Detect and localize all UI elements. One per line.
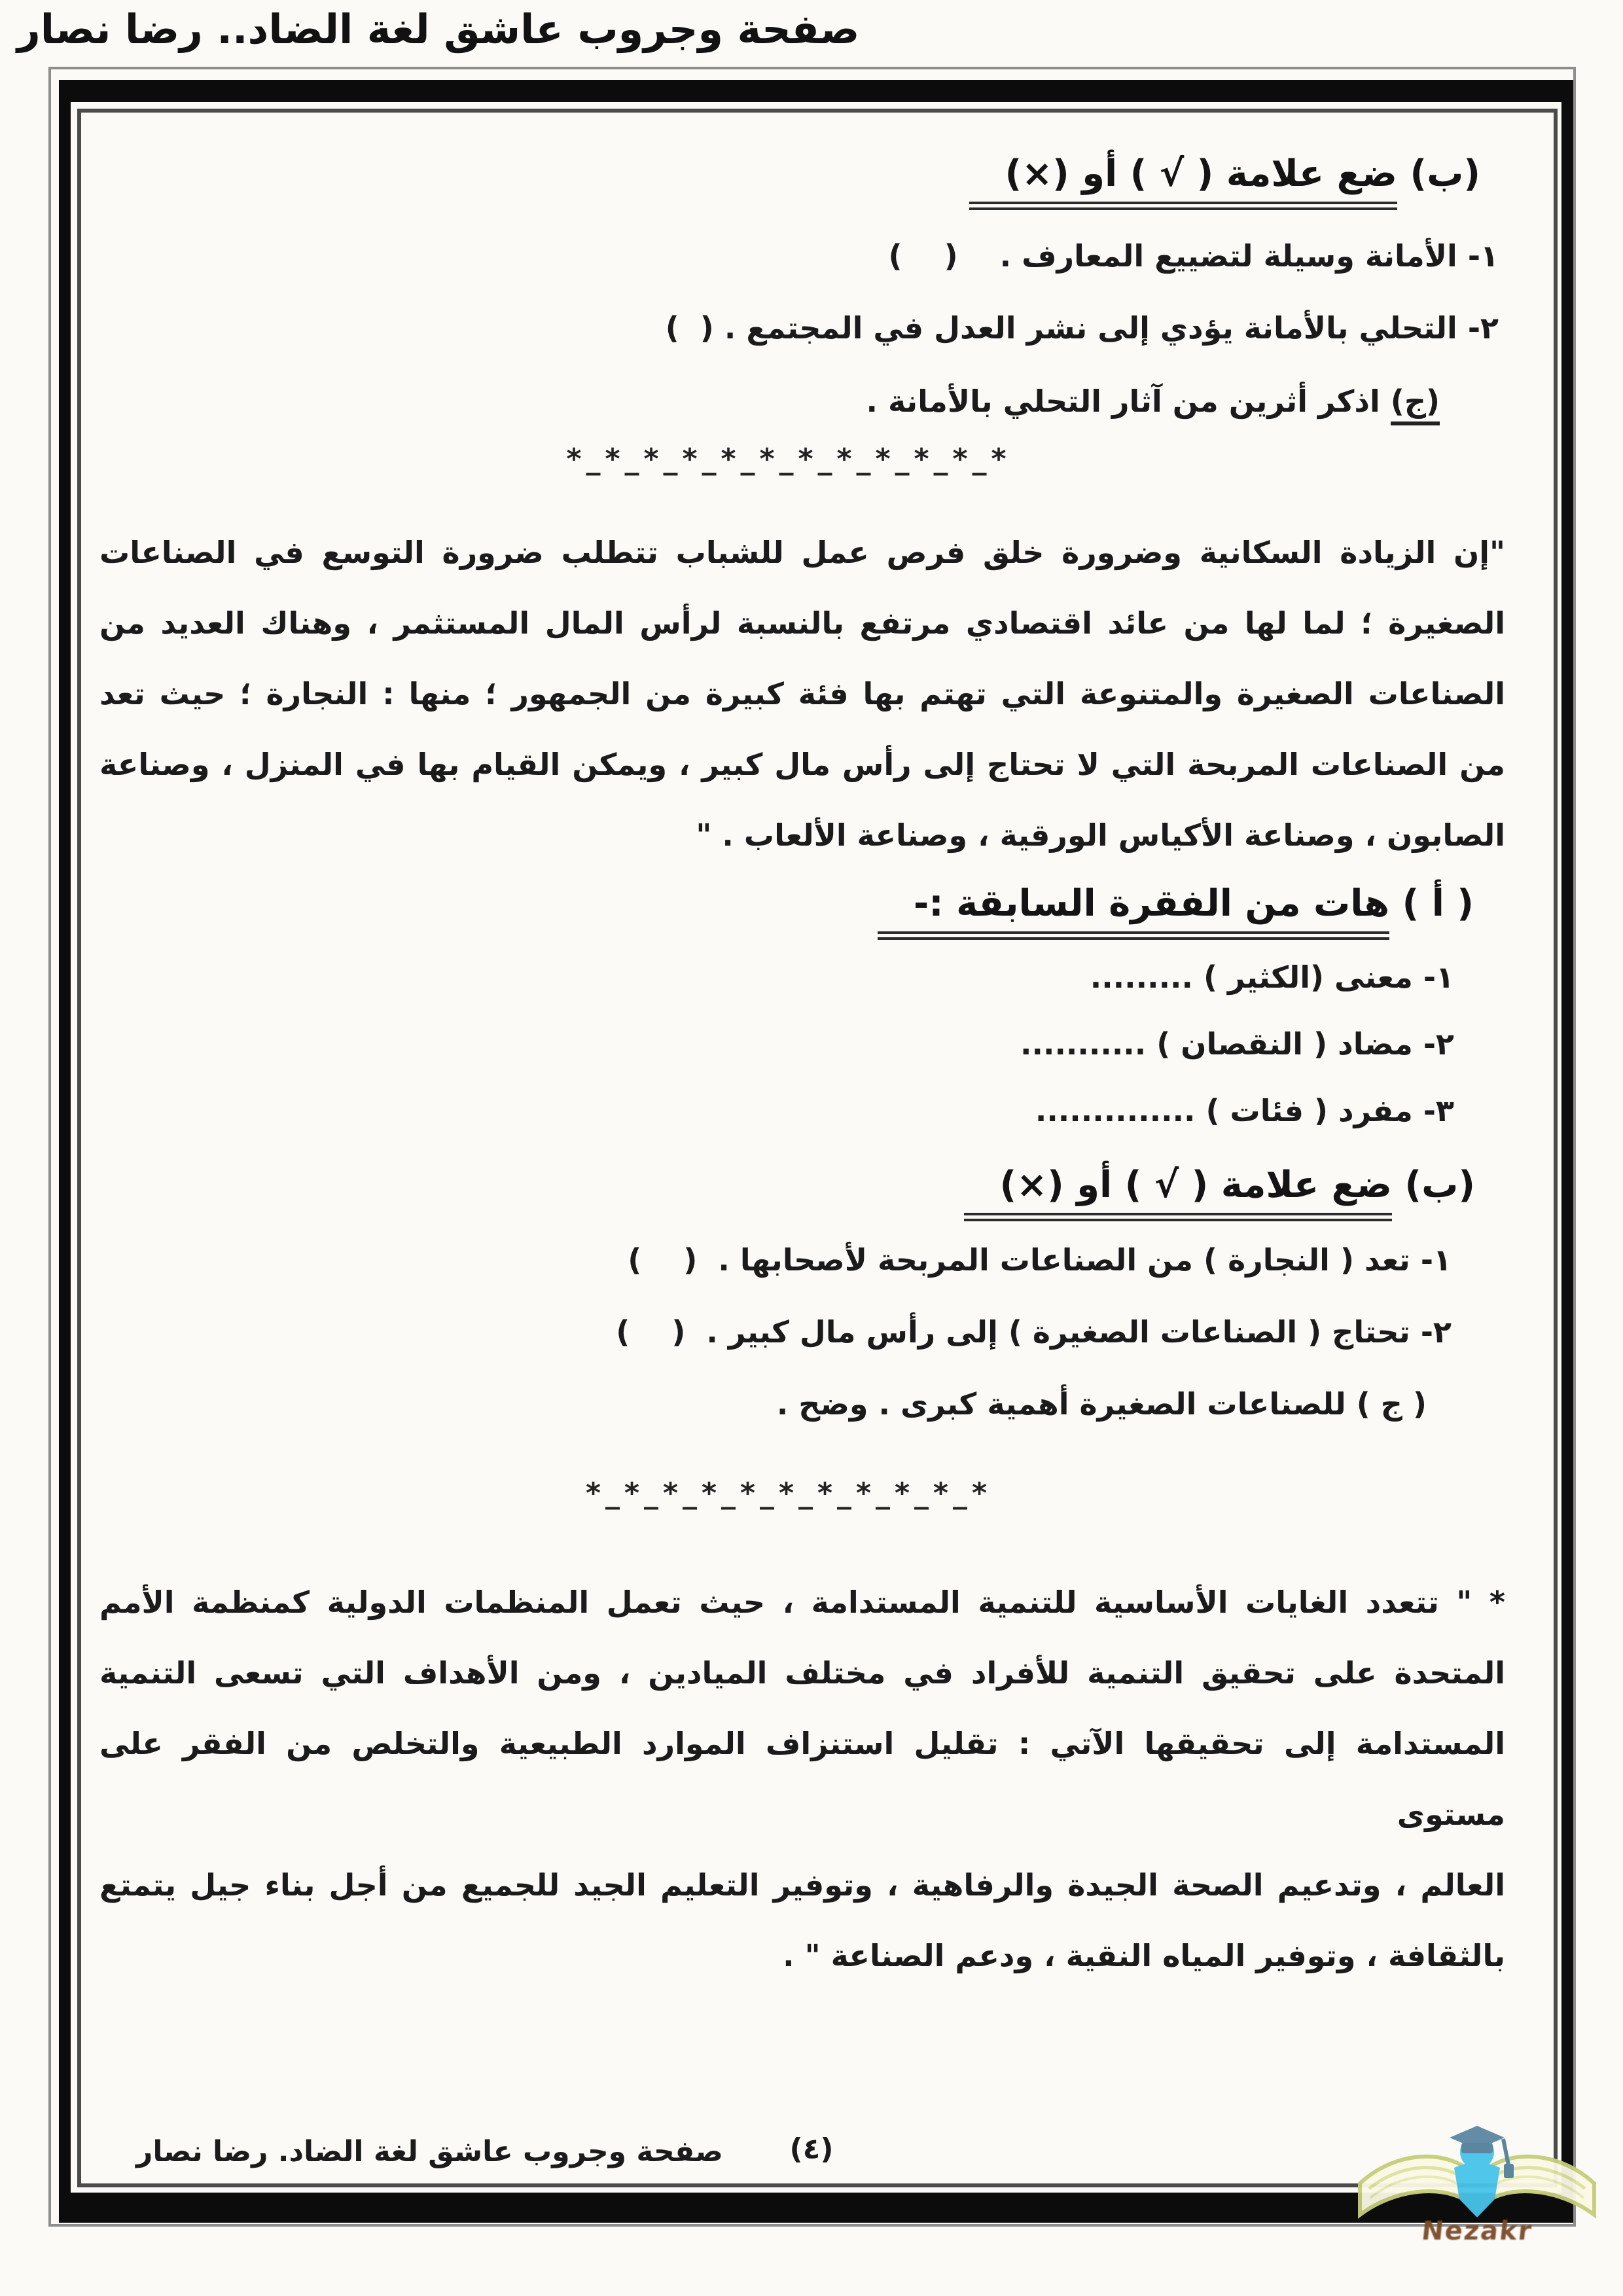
section-separator-2: *_*_*_*_*_*_*_*_*_*_* [585,1477,992,1510]
tf-item-honesty-1: ١- الأمانة وسيلة لتضييع المعارف . ( ) [888,238,1499,274]
passage-1-line: الصناعات الصغيرة والمتنوعة التي تهتم بها فئة كبيرة من الجمهور ؛ منها : النجارة ؛ حيث تعد [99,676,1505,711]
section-a-title: هات من الفقرة السابقة :- [878,882,1389,940]
section-b2-title: ضع علامة ( √ ) أو (×) [964,1164,1392,1221]
section-a-heading [878,882,1478,925]
section-b2-heading [964,1164,1479,1206]
section-b1-heading [969,152,1484,195]
vocab-item-singular: ٣- مفرد ( فئات ) .............. [1035,1093,1454,1128]
passage-2-line: * " تتعدد الغايات الأساسية للتنمية المستدامة ، حيث تعمل المنظمات الدولية كمنظمة الأمم [99,1585,1505,1620]
question-j1 [866,384,1440,419]
passage-2-line: المتحدة على تحقيق التنمية للأفراد في مختلف الميادين ، ومن الأهداف التي تسعى التنمية [99,1655,1505,1691]
section-b1-title: ضع علامة ( √ ) أو (×) [969,152,1397,210]
footer-title: صفحة وجروب عاشق لغة الضاد. رضا نصار [136,2135,723,2168]
tf-item-industry-1: ١- تعد ( النجارة ) من الصناعات المربحة لأصحابها . ( ) [628,1242,1452,1278]
question-j2: ( ج ) للصناعات الصغيرة أهمية كبرى . وضح . [776,1386,1427,1422]
passage-2-line: المستدامة إلى تحقيقها الآتي : تقليل استنزاف الموارد الطبيعية والتخلص من الفقر على مستوى [99,1726,1505,1832]
question-j1-label: (ج) [1391,384,1440,425]
section-separator-1: *_*_*_*_*_*_*_*_*_*_*_* [566,442,1011,476]
passage-1-line: "إن الزيادة السكانية وضرورة خلق فرص عمل للشباب تتطلب ضرورة التوسع في الصناعات [99,535,1505,570]
tf-item-honesty-2: ٢- التحلي بالأمانة يؤدي إلى نشر العدل في المجتمع . ( ) [665,310,1499,346]
reading-passage-2 [99,1567,1505,1991]
graduate-body [1454,2162,1500,2217]
passage-2-line: العالم ، وتدعيم الصحة الجيدة والرفاهية ، وتوفير التعليم الجيد للجميع من أجل بناء جيل يتمتع [99,1867,1505,1903]
reading-passage-1 [99,517,1505,870]
section-b1-label: (ب) [1410,152,1480,195]
vocab-item-antonym: ٢- مضاد ( النقصان ) ........... [1020,1026,1454,1062]
section-b2-label: (ب) [1404,1164,1475,1206]
watermark-text: Nezakr [1419,2216,1535,2246]
question-j1-text: اذكر أثرين من آثار التحلي بالأمانة . [866,384,1380,419]
watermark-logo [1356,2084,1598,2246]
section-a-label: ( أ ) [1402,882,1474,925]
vocab-item-meaning: ١- معنى (الكثير ) ......... [1090,960,1454,995]
passage-1-line: الصغيرة ؛ لما لها من عائد اقتصادي مرتفع بالنسبة لرأس المال المستثمر ، وهناك العديد من [99,605,1505,641]
footer-page-number: (٤) [789,2132,834,2166]
header-title: صفحة وجروب عاشق لغة الضاد.. رضا نصار [17,5,860,53]
passage-1-line: الصابون ، وصناعة الأكياس الورقية ، وصناعة الألعاب . " [696,817,1505,853]
graduate-open-book-icon [1356,2084,1598,2236]
passage-1-line: من الصناعات المربحة التي لا تحتاج إلى رأس مال كبير ، ويمكن القيام بها في المنزل ، وصناعة [99,747,1505,782]
passage-2-line: بالثقافة ، وتوفير المياه النقية ، ودعم الصناعة " . [783,1938,1505,1973]
tf-item-industry-2: ٢- تحتاج ( الصناعات الصغيرة ) إلى رأس مال كبير . ( ) [616,1314,1452,1350]
